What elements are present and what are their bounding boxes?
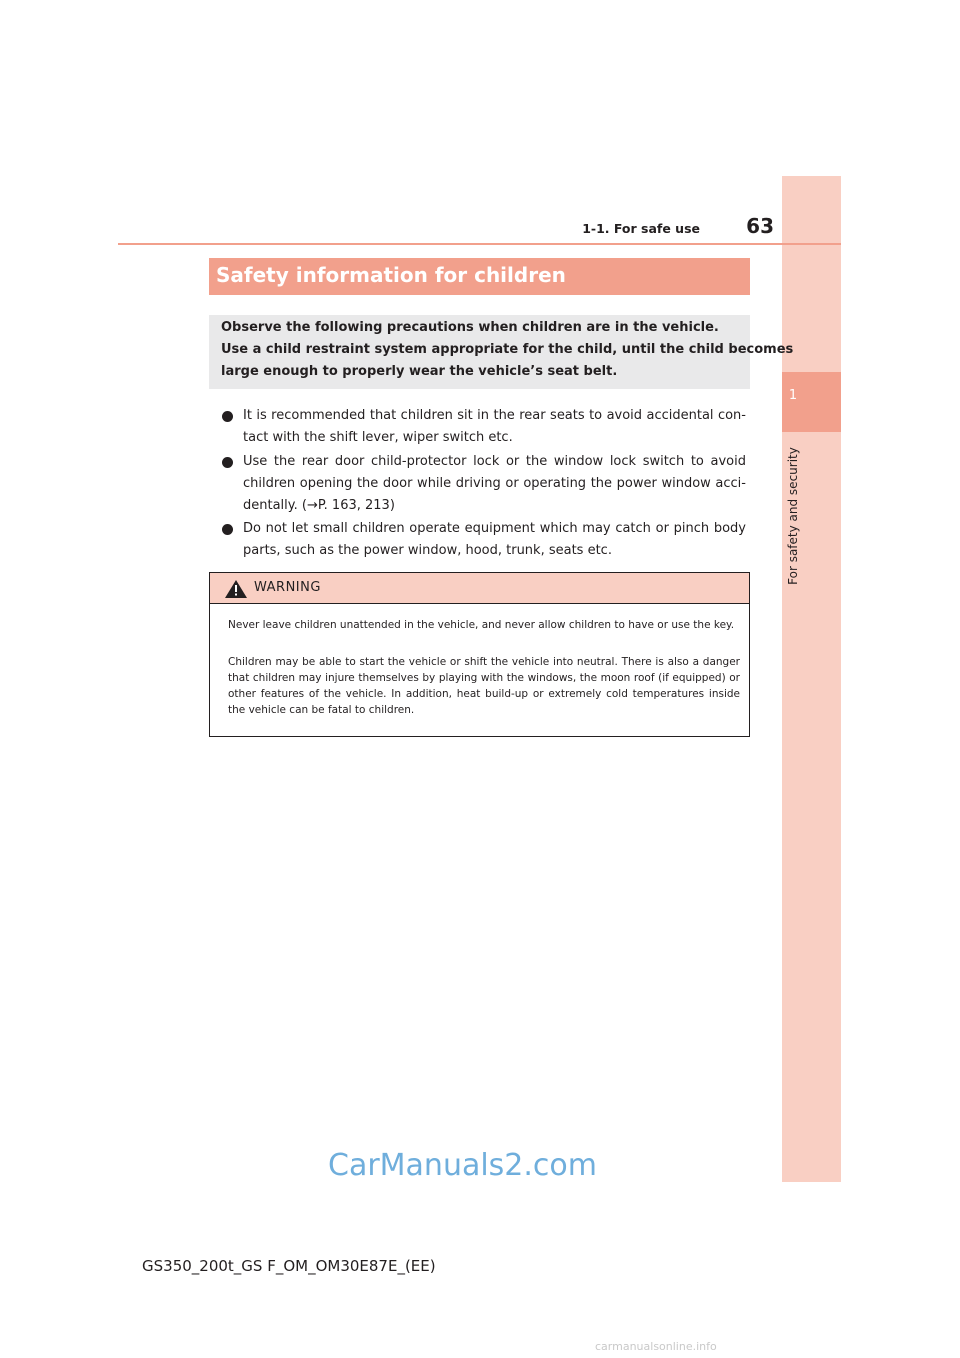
list-item-text: Do not let small children operate equipment which may catch or pinch body parts, such as the power window, hood, trunk, seats etc. xyxy=(243,521,746,558)
warning-paragraph-1: Never leave children unattended in the vehicle, and never allow children to have or use the key. xyxy=(228,619,735,631)
list-item-text: Use the rear door child-protector lock or the window lock switch to avoid children opening the door while driving or operating the power window accidentally. (→P. 163, 213) xyxy=(243,454,746,513)
intro-box xyxy=(209,315,794,389)
footer-doc-code: GS350_200t_GS F_OM_OM30E87E_(EE) xyxy=(142,1257,436,1275)
intro-line-2: Use a child restraint system appropriate for the child, until the child becomes xyxy=(221,342,794,357)
chapter-title-vertical xyxy=(784,436,802,596)
section-label: 1-1. For safe use xyxy=(582,221,700,236)
page-number: 63 xyxy=(746,214,774,238)
list-item xyxy=(222,405,746,449)
bullet-icon xyxy=(222,524,233,535)
header-rule xyxy=(118,243,841,245)
warning-label: WARNING xyxy=(254,580,321,595)
watermark-carmanuals2: CarManuals2.com xyxy=(328,1148,598,1183)
list-item-text: It is recommended that children sit in the rear seats to avoid accidental contact with the shift lever, wiper switch etc. xyxy=(243,408,746,445)
list-item xyxy=(222,518,746,562)
warning-header xyxy=(210,573,749,604)
bullet-icon xyxy=(222,411,233,422)
page-title: Safety information for children xyxy=(216,263,566,287)
warning-triangle-icon xyxy=(225,580,247,598)
intro-line-1: Observe the following precautions when children are in the vehicle. xyxy=(221,320,719,335)
warning-box xyxy=(209,572,750,737)
warning-paragraph-2: Children may be able to start the vehicle or shift the vehicle into neutral. There is also a danger that children may injure themselves by playing with the windows, the moon roof (if equipped) or other features of the vehicle. In addition, heat build-up or extremely cold temperatures inside the vehicle can be fatal to children. xyxy=(228,656,740,716)
side-tab-band xyxy=(782,176,841,1182)
bullet-icon xyxy=(222,457,233,468)
watermark-carmanualsonline: carmanualsonline.info xyxy=(595,1340,717,1353)
list-item xyxy=(222,451,746,517)
chapter-title: For safety and security xyxy=(786,447,800,585)
intro-line-3: large enough to properly wear the vehicle’s seat belt. xyxy=(221,364,618,379)
chapter-number: 1 xyxy=(788,388,798,403)
title-bar xyxy=(209,258,750,295)
